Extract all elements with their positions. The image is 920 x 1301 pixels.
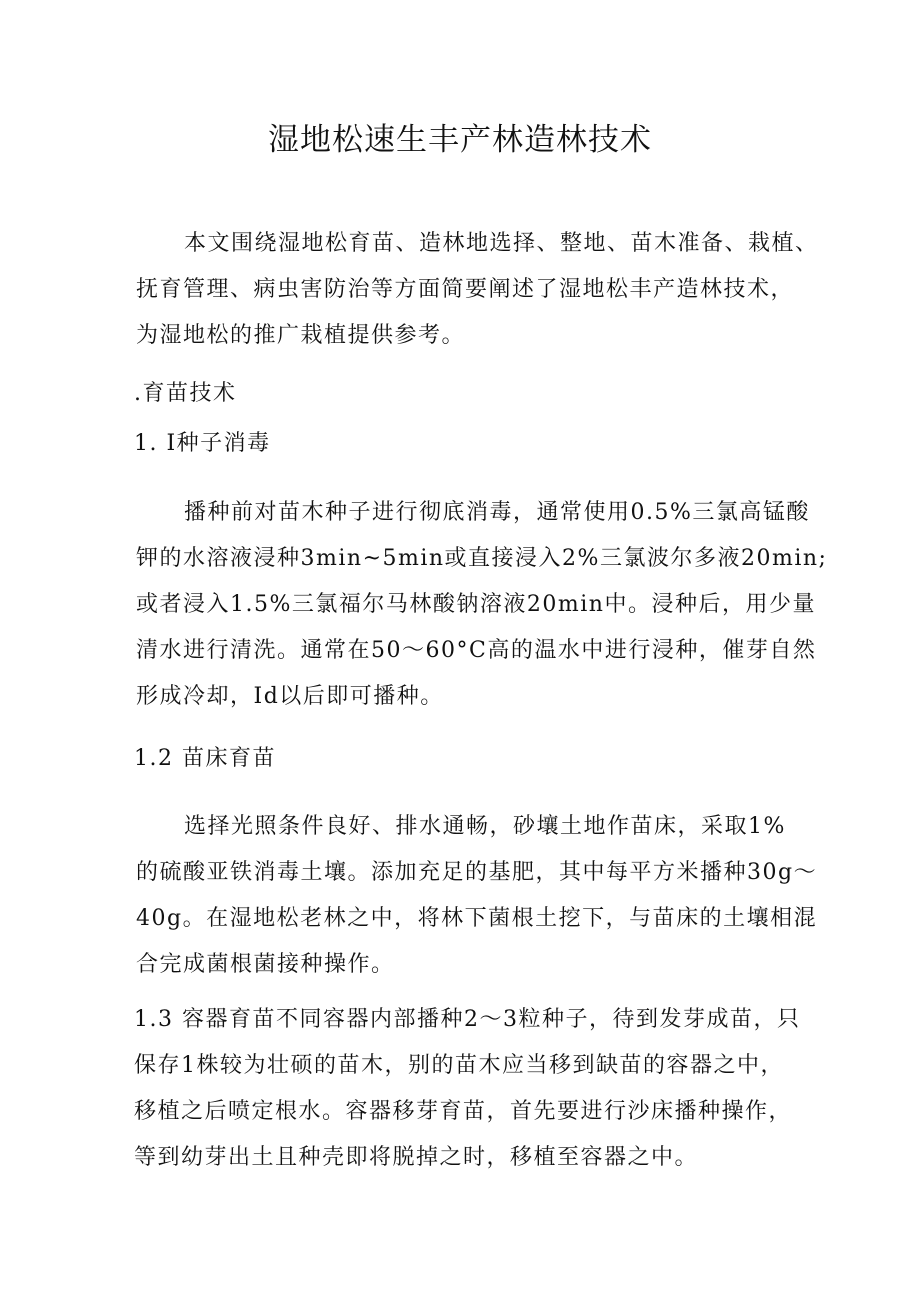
- container-seedling-paragraph: [134, 997, 801, 1181]
- section-heading-seedling: .育苗技术: [134, 381, 237, 406]
- paragraph-line: 或者浸入1.5%三氯福尔马林酸钠溶液20min中。浸种后，用少量: [136, 592, 816, 617]
- paragraph-line: 清水进行清洗。通常在50～60°C高的温水中进行浸种，催芽自然: [136, 638, 817, 663]
- paragraph-line: 选择光照条件良好、排水通畅，砂壤土地作苗床，采取1%: [184, 814, 786, 839]
- paragraph-line: 为湿地松的推广栽植提供参考。: [136, 323, 466, 348]
- abstract-paragraph: [136, 221, 819, 359]
- paragraph-line: 40g。在湿地松老林之中，将林下菌根土挖下，与苗床的土壤相混: [136, 906, 818, 931]
- paragraph-line: 保存1株较为壮硕的苗木，别的苗木应当移到缺苗的容器之中，: [134, 1053, 784, 1078]
- paragraph-line: 形成冷却，Id以后即可播种。: [136, 684, 444, 709]
- paragraph-line: 的硫酸亚铁消毒土壤。添加充足的基肥，其中每平方米播种30g～: [136, 860, 818, 885]
- section-heading-seedbed: 1.2 苗床育苗: [134, 746, 276, 771]
- paragraph-line: 合完成菌根菌接种操作。: [136, 952, 395, 977]
- paragraph-line: 抚育管理、病虫害防治等方面简要阐述了湿地松丰产造林技术，: [136, 277, 795, 302]
- paragraph-line: 1.3 容器育苗不同容器内部播种2～3粒种子，待到发芽成苗，只: [134, 1007, 801, 1032]
- seed-disinfection-paragraph: [136, 490, 828, 720]
- paragraph-line: 本文围绕湿地松育苗、造林地选择、整地、苗木准备、栽植、: [184, 231, 819, 256]
- paragraph-line: 播种前对苗木种子进行彻底消毒，通常使用0.5%三氯高锰酸: [184, 500, 810, 525]
- paragraph-line: 钾的水溶液浸种3min~5min或直接浸入2%三氯波尔多液20min;: [136, 546, 828, 571]
- paragraph-line: 等到幼芽出土且种壳即将脱掉之时，移植至容器之中。: [134, 1145, 699, 1170]
- section-heading-seed-disinfection: 1. I种子消毒: [134, 431, 271, 456]
- paragraph-line: 移植之后喷定根水。容器移芽育苗，首先要进行沙床播种操作，: [134, 1099, 793, 1124]
- seedbed-paragraph: [136, 804, 818, 988]
- document-title: 湿地松速生丰产林造林技术: [268, 122, 652, 158]
